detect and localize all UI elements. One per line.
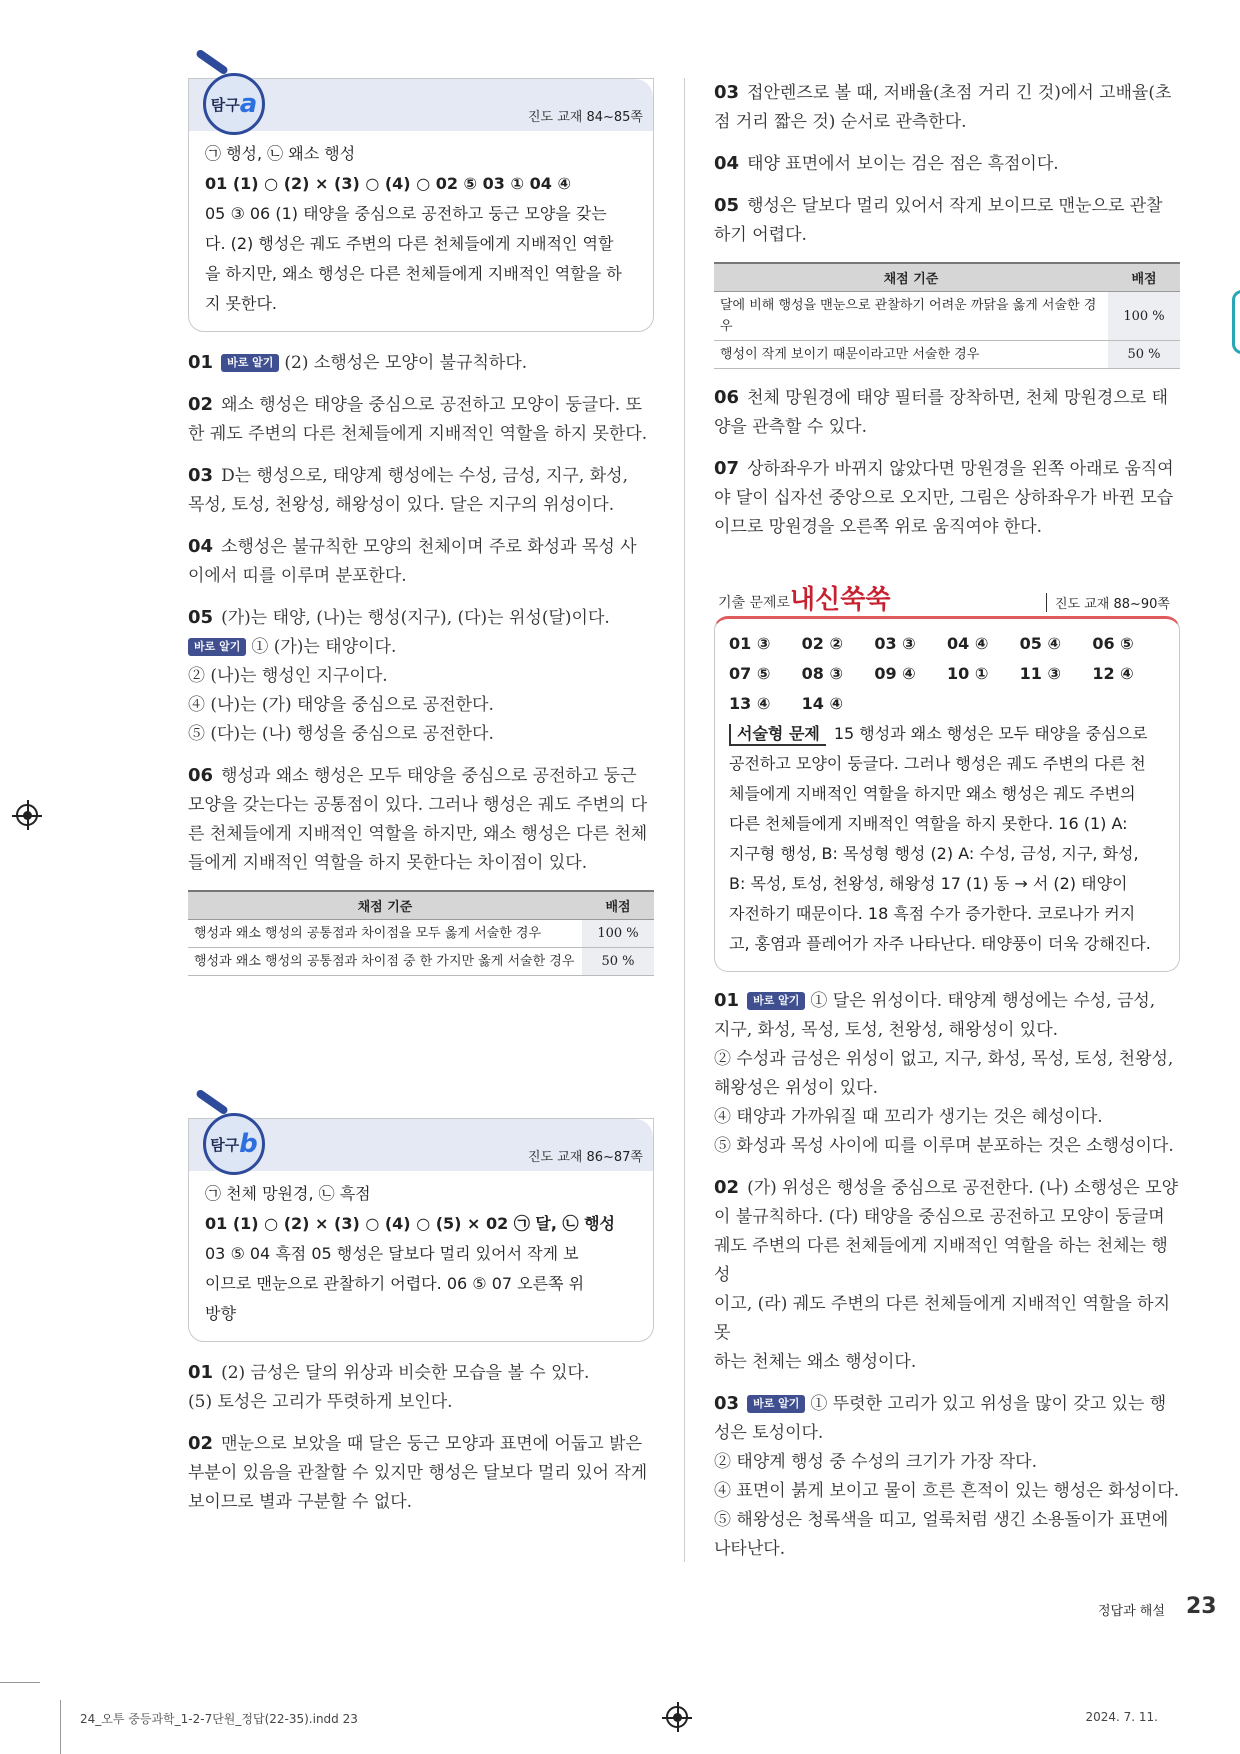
- item-number: 06: [714, 387, 740, 408]
- item-number: 03: [714, 82, 740, 103]
- explanation-text: 양을 관측할 수 있다.: [714, 417, 867, 437]
- item-number: 07: [714, 458, 740, 479]
- item-number: 05: [714, 195, 740, 216]
- item-number: 02: [188, 394, 214, 415]
- inquiry-b-line: 이므로 맨눈으로 관찰하기 어렵다. 06 ⑤ 07 오른쪽 위: [205, 1274, 585, 1293]
- explanation-text: ② (나)는 행성인 지구이다.: [188, 666, 388, 686]
- item-number: 01: [188, 352, 214, 373]
- explanation-text: ② 태양계 행성 중 수성의 크기가 가장 작다.: [714, 1452, 1037, 1472]
- explanation-text: (가) 위성은 행성을 중심으로 공전한다. (나) 소행성은 모양: [747, 1178, 1179, 1198]
- crop-mark: [0, 1682, 40, 1683]
- explanation-text: ④ 태양과 가까워질 때 꼬리가 생기는 것은 혜성이다.: [714, 1107, 1103, 1127]
- inquiry-b-label: 탐구: [210, 1135, 240, 1154]
- explanation-item: [188, 348, 654, 378]
- inquiry-b-line: ㉠ 천체 망원경, ㉡ 흑점: [205, 1184, 371, 1203]
- explanation-item: [714, 1173, 1180, 1377]
- answer-cell: 02 ②: [801, 634, 844, 653]
- essay-text: 고, 홍염과 플레어가 자주 나타난다. 태양풍이 더욱 강해진다.: [729, 934, 1151, 953]
- explanation-text: 야 달이 십자선 중앙으로 오지만, 그림은 상하좌우가 바뀐 모습: [714, 488, 1174, 508]
- explanation-text: ④ 표면이 붉게 보이고 물이 흐른 흔적이 있는 행성은 화성이다.: [714, 1481, 1180, 1501]
- answer-cell: 03 ③: [874, 634, 916, 653]
- inquiry-b-answers: [189, 1171, 653, 1341]
- table-cell: 행성이 작게 보이기 때문이라고만 서술한 경우: [714, 341, 1108, 369]
- inquiry-a-ref: 진도 교재 84~85쪽: [527, 110, 643, 125]
- exam-brand-logo: 내신쑥쑥: [790, 585, 891, 615]
- inquiry-a-answers: [189, 131, 653, 331]
- essay-tag: 서술형 문제: [729, 724, 826, 746]
- table-header: 배점: [582, 891, 654, 920]
- explanation-text: 보이므로 별과 구분할 수 없다.: [188, 1492, 413, 1512]
- explanation-text: 왜소 행성은 태양을 중심으로 공전하고 모양이 둥글다. 또: [221, 395, 642, 415]
- explanation-text: 행성과 왜소 행성은 모두 태양을 중심으로 공전하고 둥근: [221, 766, 637, 786]
- explanation-text: 성은 토성이다.: [714, 1423, 824, 1443]
- exam-pre-label: 기출 문제로: [718, 595, 791, 611]
- answer-cell: 01 ③: [729, 634, 771, 653]
- essay-text: 공전하고 모양이 둥글다. 그러나 행성은 궤도 주변의 다른 천: [729, 754, 1146, 773]
- exam-section-title: [714, 578, 1180, 616]
- print-date: 2024. 7. 11.: [1085, 1710, 1158, 1724]
- table-row: [714, 341, 1180, 369]
- explanation-item: [188, 390, 654, 449]
- table-header: 채점 기준: [714, 263, 1108, 292]
- explanation-item: [188, 461, 654, 520]
- explanation-text: 상하좌우가 바뀌지 않았다면 망원경을 왼쪽 아래로 움직여: [747, 459, 1174, 479]
- explanation-text: 행성은 달보다 멀리 있어서 작게 보이므로 맨눈으로 관찰: [747, 196, 1163, 216]
- table-header: 채점 기준: [188, 891, 582, 920]
- item-number: 06: [188, 765, 214, 786]
- explanation-text: 접안렌즈로 볼 때, 저배율(초점 거리 긴 것)에서 고배율(초: [747, 83, 1172, 103]
- table-cell: 50 %: [582, 948, 654, 976]
- explanation-item: [714, 78, 1180, 137]
- explanation-text: 천체 망원경에 태양 필터를 장착하면, 천체 망원경으로 태: [747, 388, 1168, 408]
- explanation-text: 나타난다.: [714, 1539, 786, 1559]
- table-cell: 달에 비해 행성을 맨눈으로 관찰하기 어려운 까닭을 옳게 서술한 경우: [714, 292, 1108, 341]
- magnifier-icon: [203, 1113, 265, 1175]
- explanation-text: ⑤ 해왕성은 청록색을 띠고, 얼룩처럼 생긴 소용돌이가 표면에: [714, 1510, 1169, 1530]
- item-number: 04: [714, 153, 740, 174]
- explanation-text: 모양을 갖는다는 공통점이 있다. 그러나 행성은 궤도 주변의 다: [188, 795, 648, 815]
- explanation-text: 이고, (라) 궤도 주변의 다른 천체들에게 지배적인 역할을 하지 못: [714, 1294, 1171, 1343]
- inquiry-a-line: 05 ③ 06 (1) 태양을 중심으로 공전하고 둥근 모양을 갖는: [205, 204, 607, 223]
- page-number: 23: [1186, 1594, 1217, 1619]
- answer-cell: 09 ④: [874, 664, 916, 683]
- answer-cell: 08 ③: [801, 664, 844, 683]
- footer-section-label: 정답과 해설: [1098, 1604, 1165, 1619]
- explanation-text: 른 천체들에게 지배적인 역할을 하지만, 왜소 행성은 다른 천체: [188, 824, 648, 844]
- answer-cell: 05 ④: [1019, 634, 1062, 653]
- inquiry-b-line: 방향: [205, 1304, 236, 1323]
- item-number: 02: [714, 1177, 740, 1198]
- item-number: 01: [714, 990, 740, 1011]
- answer-cell: 06 ⑤: [1092, 634, 1134, 653]
- explanation-text: 맨눈으로 보았을 때 달은 둥근 모양과 표면에 어둡고 밝은: [221, 1434, 642, 1454]
- explanation-text: 태양 표면에서 보이는 검은 점은 흑점이다.: [747, 154, 1059, 174]
- inquiry-b-line: 01 (1) ○ (2) × (3) ○ (4) ○ (5) × 02 ㉠ 달, ㉡ 행성: [205, 1214, 616, 1233]
- explanation-item: [714, 454, 1180, 542]
- explanation-text: D는 행성으로, 태양계 행성에는 수성, 금성, 지구, 화성,: [221, 466, 628, 486]
- table-row: [188, 948, 654, 976]
- answer-cell: 13 ④: [729, 694, 771, 713]
- explanation-text: 하는 천체는 왜소 행성이다.: [714, 1352, 917, 1372]
- explanation-item: [188, 1358, 654, 1417]
- explanation-text: 이에서 띠를 이루며 분포한다.: [188, 566, 407, 586]
- table-cell: 행성과 왜소 행성의 공통점과 차이점 중 한 가지만 옳게 서술한 경우: [188, 948, 582, 976]
- explanation-text: ⑤ (다)는 (나) 행성을 중심으로 공전한다.: [188, 724, 494, 744]
- scoring-table-b: [714, 262, 1180, 369]
- explanation-item: [714, 191, 1180, 250]
- explanation-text: ① 달은 위성이다. 태양계 행성에는 수성, 금성,: [810, 991, 1156, 1011]
- exam-ref: 진도 교재 88~90쪽: [1046, 593, 1170, 612]
- right-column: [714, 78, 1180, 1576]
- explanation-item: [188, 532, 654, 591]
- answer-cell: 12 ④: [1092, 664, 1134, 683]
- answer-cell: 14 ④: [801, 694, 844, 713]
- explanation-text: 소행성은 불규칙한 모양의 천체이며 주로 화성과 목성 사: [221, 537, 637, 557]
- inquiry-b-header: [189, 1119, 653, 1171]
- explanation-text: (2) 금성은 달의 위상과 비슷한 모습을 볼 수 있다.: [221, 1363, 590, 1383]
- answer-cell: 11 ③: [1019, 664, 1062, 683]
- essay-text: 체들에게 지배적인 역할을 하지만 왜소 행성은 궤도 주변의: [729, 784, 1136, 803]
- inquiry-b-line: 03 ⑤ 04 흑점 05 행성은 달보다 멀리 있어서 작게 보: [205, 1244, 579, 1263]
- left-column: [188, 78, 654, 1529]
- scoring-table-a: [188, 890, 654, 976]
- column-divider: [684, 78, 685, 1562]
- inquiry-a-header: [189, 79, 653, 131]
- inquiry-a-line: ㉠ 행성, ㉡ 왜소 행성: [205, 144, 356, 163]
- correct-note-badge: 바로 알기: [188, 638, 246, 656]
- essay-text: 다른 천체들에게 지배적인 역할을 하지 못한다. 16 (1) A:: [729, 814, 1128, 833]
- answer-cell: 10 ①: [946, 664, 989, 683]
- essay-text: 지구형 행성, B: 목성형 행성 (2) A: 수성, 금성, 지구, 화성,: [729, 844, 1139, 863]
- crop-mark: [60, 1700, 61, 1754]
- explanation-item: [714, 383, 1180, 442]
- inquiry-b-letter: b: [239, 1129, 258, 1159]
- correct-note-badge: 바로 알기: [747, 1395, 805, 1413]
- correct-note-badge: 바로 알기: [747, 992, 805, 1010]
- exam-answer-box: [714, 616, 1180, 972]
- explanation-text: 이 불규칙하다. (다) 태양을 중심으로 공전하고 모양이 둥글며: [714, 1207, 1165, 1227]
- magnifier-icon: [203, 73, 265, 135]
- explanation-item: [188, 761, 654, 878]
- explanation-text: 목성, 토성, 천왕성, 해왕성이 있다. 달은 지구의 위성이다.: [188, 495, 615, 515]
- explanation-text: 해왕성은 위성이 있다.: [714, 1078, 879, 1098]
- inquiry-b-ref: 진도 교재 86~87쪽: [527, 1150, 643, 1165]
- table-cell: 100 %: [582, 920, 654, 948]
- table-row: [188, 920, 654, 948]
- correct-note-badge: 바로 알기: [221, 354, 279, 372]
- explanation-text: ④ (나)는 (가) 태양을 중심으로 공전한다.: [188, 695, 494, 715]
- inquiry-a-label: 탐구: [210, 95, 240, 114]
- explanation-text: 하기 어렵다.: [714, 225, 807, 245]
- explanation-item: [714, 149, 1180, 179]
- item-number: 04: [188, 536, 214, 557]
- table-cell: 100 %: [1108, 292, 1180, 341]
- explanation-text: ② 수성과 금성은 위성이 없고, 지구, 화성, 목성, 토성, 천왕성,: [714, 1049, 1174, 1069]
- table-row: [714, 292, 1180, 341]
- table-cell: 50 %: [1108, 341, 1180, 369]
- inquiry-a-letter: a: [239, 89, 258, 119]
- side-tab-marker: [1232, 290, 1240, 354]
- explanation-item: [714, 986, 1180, 1161]
- explanation-text: ① 뚜렷한 고리가 있고 위성을 많이 갖고 있는 행: [810, 1394, 1167, 1414]
- explanation-text: 들에게 지배적인 역할을 하지 못한다는 차이점이 있다.: [188, 853, 588, 873]
- explanation-text: 지구, 화성, 목성, 토성, 천왕성, 해왕성이 있다.: [714, 1020, 1059, 1040]
- registration-mark-icon: [666, 1706, 688, 1728]
- essay-text: 자전하기 때문이다. 18 흑점 수가 증가한다. 코로나가 커지: [729, 904, 1136, 923]
- essay-text: 15 행성과 왜소 행성은 모두 태양을 중심으로: [833, 724, 1148, 743]
- print-slug: 24_오투 중등과학_1-2-7단원_정답(22-35).indd 23: [80, 1712, 358, 1726]
- inquiry-a-line: 다. (2) 행성은 궤도 주변의 다른 천체들에게 지배적인 역할: [205, 234, 614, 253]
- essay-text: B: 목성, 토성, 천왕성, 해왕성 17 (1) 동 → 서 (2) 태양이: [729, 874, 1128, 893]
- registration-mark-icon: [16, 804, 38, 826]
- inquiry-a-box: [188, 78, 654, 332]
- explanation-item: [188, 1429, 654, 1517]
- table-cell: 행성과 왜소 행성의 공통점과 차이점을 모두 옳게 서술한 경우: [188, 920, 582, 948]
- answer-cell: 07 ⑤: [729, 664, 771, 683]
- explanation-text: 한 궤도 주변의 다른 천체들에게 지배적인 역할을 하지 못한다.: [188, 424, 648, 444]
- answer-cell: 04 ④: [946, 634, 989, 653]
- inquiry-a-line: 지 못한다.: [205, 294, 277, 313]
- explanation-item: [188, 603, 654, 749]
- item-number: 03: [714, 1393, 740, 1414]
- explanation-item: [714, 1389, 1180, 1564]
- inquiry-a-line: 을 하지만, 왜소 행성은 다른 천체들에게 지배적인 역할을 하: [205, 264, 622, 283]
- inquiry-a-line: 01 (1) ○ (2) × (3) ○ (4) ○ 02 ⑤ 03 ① 04 ④: [205, 174, 572, 193]
- explanation-text: ① (가)는 태양이다.: [251, 637, 397, 657]
- inquiry-b-box: [188, 1118, 654, 1342]
- item-number: 02: [188, 1433, 214, 1454]
- explanation-text: (5) 토성은 고리가 뚜렷하게 보인다.: [188, 1392, 453, 1412]
- explanation-text: 부분이 있음을 관찰할 수 있지만 행성은 달보다 멀리 있어 작게: [188, 1463, 648, 1483]
- explanation-text: 궤도 주변의 다른 천체들에게 지배적인 역할을 하는 천체는 행성: [714, 1236, 1168, 1285]
- table-header: 배점: [1108, 263, 1180, 292]
- explanation-text: 이므로 망원경을 오른쪽 위로 움직여야 한다.: [714, 517, 1043, 537]
- item-number: 03: [188, 465, 214, 486]
- item-number: 05: [188, 607, 214, 628]
- explanation-text: (2) 소행성은 모양이 불규칙하다.: [284, 353, 528, 373]
- explanation-text: ⑤ 화성과 목성 사이에 띠를 이루며 분포하는 것은 소행성이다.: [714, 1136, 1174, 1156]
- explanation-text: (가)는 태양, (나)는 행성(지구), (다)는 위성(달)이다.: [221, 608, 610, 628]
- exam-answer-grid: [729, 629, 1165, 719]
- item-number: 01: [188, 1362, 214, 1383]
- explanation-text: 점 거리 짧은 것) 순서로 관측한다.: [714, 112, 967, 132]
